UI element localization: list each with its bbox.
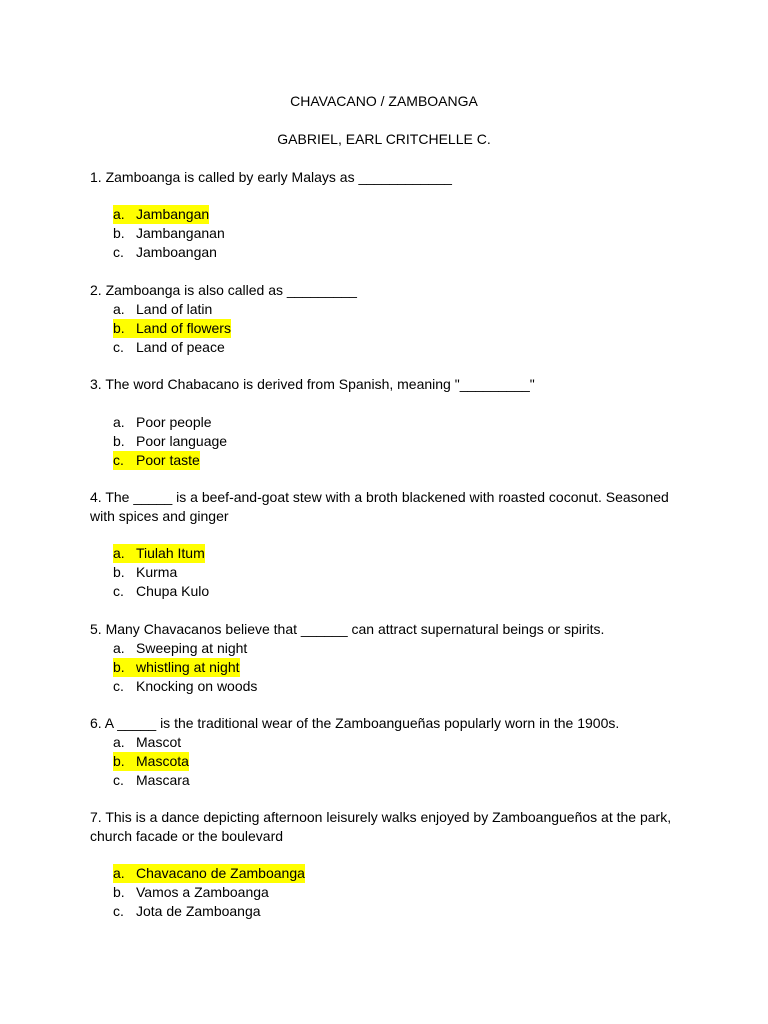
- option-letter: c.: [113, 583, 124, 599]
- option-letter: a.: [113, 545, 125, 561]
- option-text: Mascot: [136, 734, 182, 750]
- option-text: Kurma: [136, 564, 178, 580]
- option-text: Jambangan: [136, 206, 210, 222]
- option-text: Jambanganan: [136, 225, 225, 241]
- question-5: 5. Many Chavacanos believe that ______ can attract supernatural beings or spirits.: [90, 621, 605, 637]
- question-7: 7. This is a dance depicting afternoon leisurely walks enjoyed by Zamboangueños at the park, church facade or the boulevard: [90, 809, 672, 844]
- document-title: CHAVACANO / ZAMBOANGA: [290, 93, 478, 109]
- option-letter: b.: [113, 225, 125, 241]
- option-text: Mascara: [136, 772, 190, 788]
- question-6-option-b: [113, 752, 189, 771]
- question-3-option-b: [113, 432, 227, 451]
- option-letter: c.: [113, 452, 124, 468]
- option-text: Chupa Kulo: [136, 583, 210, 599]
- question-3: 3. The word Chabacano is derived from Spanish, meaning "_________": [90, 376, 535, 392]
- option-letter: a.: [113, 640, 125, 656]
- question-5-option-a: [113, 639, 247, 658]
- option-text: Poor taste: [136, 452, 200, 468]
- question-2-option-c: [113, 338, 225, 357]
- question-4-option-a: [113, 544, 205, 563]
- question-6-option-c: [113, 771, 190, 790]
- question-6: 6. A _____ is the traditional wear of the Zamboangueñas popularly worn in the 1900s.: [90, 715, 620, 731]
- question-1-option-b: [113, 224, 225, 243]
- option-text: Knocking on woods: [136, 678, 258, 694]
- option-text: Land of flowers: [136, 320, 231, 336]
- question-5-option-b: [113, 658, 240, 677]
- question-7-option-b: [113, 883, 269, 902]
- option-text: Poor people: [136, 414, 212, 430]
- option-letter: a.: [113, 301, 125, 317]
- option-letter: c.: [113, 772, 124, 788]
- option-letter: a.: [113, 865, 125, 881]
- option-text: Tiulah Itum: [136, 545, 205, 561]
- question-2: 2. Zamboanga is also called as _________: [90, 282, 357, 298]
- option-letter: b.: [113, 433, 125, 449]
- option-text: whistling at night: [136, 659, 240, 675]
- question-1: 1. Zamboanga is called by early Malays as ____________: [90, 169, 452, 185]
- option-text: Vamos a Zamboanga: [136, 884, 269, 900]
- option-letter: a.: [113, 734, 125, 750]
- question-4-option-c: [113, 582, 209, 601]
- option-letter: a.: [113, 414, 125, 430]
- option-letter: b.: [113, 884, 125, 900]
- question-2-option-b: [113, 319, 231, 338]
- option-letter: b.: [113, 753, 125, 769]
- question-1-option-a: [113, 205, 209, 224]
- question-4: 4. The _____ is a beef-and-goat stew with a broth blackened with roasted coconut. Seasoned with spices and ginger: [90, 489, 669, 524]
- option-letter: c.: [113, 678, 124, 694]
- question-5-option-c: [113, 677, 257, 696]
- question-7-option-a: [113, 864, 305, 883]
- option-text: Chavacano de Zamboanga: [136, 865, 305, 881]
- author-name: GABRIEL, EARL CRITCHELLE C.: [277, 131, 491, 147]
- option-letter: a.: [113, 206, 125, 222]
- question-3-option-c: [113, 451, 200, 470]
- option-letter: b.: [113, 320, 125, 336]
- option-text: Land of latin: [136, 301, 213, 317]
- question-6-option-a: [113, 733, 181, 752]
- question-2-option-a: [113, 300, 212, 319]
- question-3-option-a: [113, 413, 212, 432]
- option-letter: b.: [113, 659, 125, 675]
- option-text: Poor language: [136, 433, 228, 449]
- option-letter: b.: [113, 564, 125, 580]
- option-letter: c.: [113, 339, 124, 355]
- option-text: Land of peace: [136, 339, 225, 355]
- question-7-option-c: [113, 902, 261, 921]
- option-letter: c.: [113, 903, 124, 919]
- question-4-option-b: [113, 563, 177, 582]
- option-letter: c.: [113, 244, 124, 260]
- option-text: Sweeping at night: [136, 640, 248, 656]
- question-1-option-c: [113, 243, 217, 262]
- option-text: Jota de Zamboanga: [136, 903, 261, 919]
- option-text: Mascota: [136, 753, 189, 769]
- option-text: Jamboangan: [136, 244, 217, 260]
